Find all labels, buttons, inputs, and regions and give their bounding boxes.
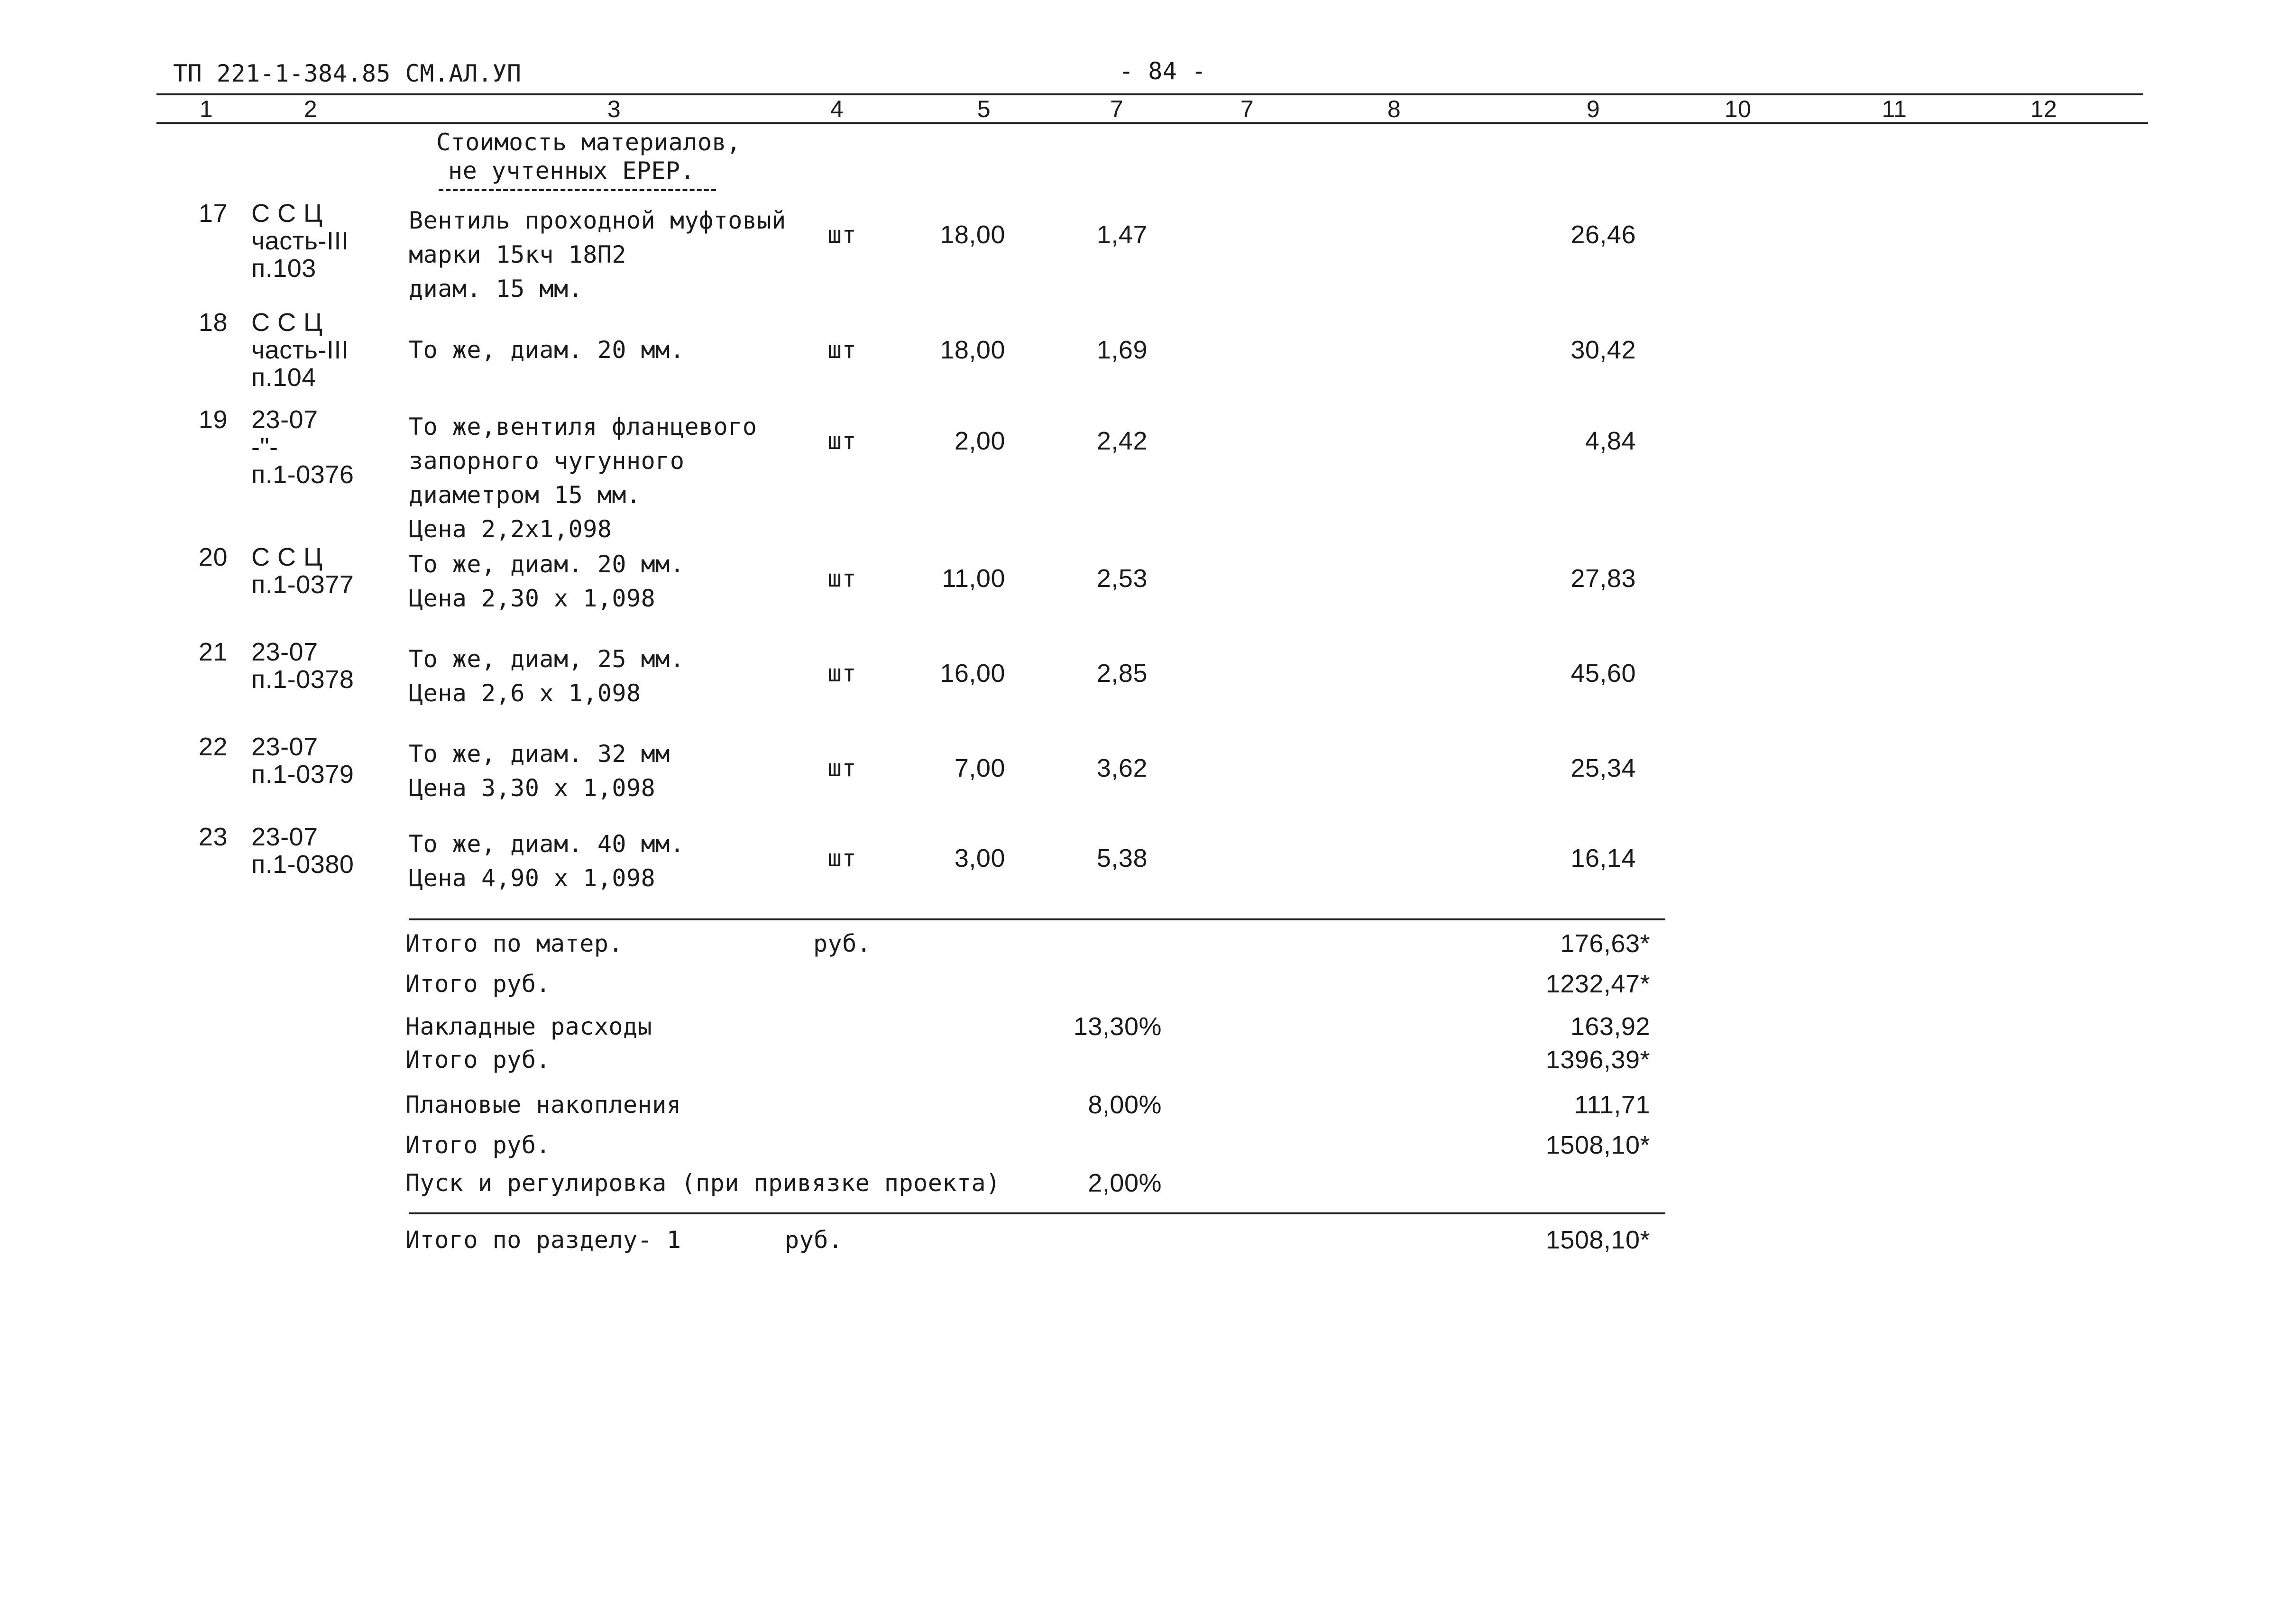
row-quantity: 2,00 xyxy=(954,427,1005,455)
row-number: 21 xyxy=(198,638,228,666)
row-quantity: 16,00 xyxy=(940,659,1005,688)
section-title-underline xyxy=(439,189,716,191)
summary-label: Итого руб. xyxy=(405,1131,551,1159)
column-number: 11 xyxy=(1882,96,1907,122)
column-number: 7 xyxy=(1110,96,1124,122)
summary-label: Накладные расходы xyxy=(405,1013,652,1040)
row-description: То же, диам. 40 мм. xyxy=(409,830,685,858)
row-description: То же, диам, 25 мм. xyxy=(409,645,685,673)
summary-total: 111,71 xyxy=(1574,1091,1650,1119)
row-reference: п.103 xyxy=(251,254,316,283)
document-code: ТП 221-1-384.85 СМ.АЛ.УП xyxy=(173,60,522,87)
row-unit-price: 2,42 xyxy=(1096,427,1148,455)
final-total-value: 1508,10* xyxy=(1545,1226,1650,1254)
row-unit-price: 5,38 xyxy=(1096,844,1148,872)
row-unit-price: 2,85 xyxy=(1096,659,1148,688)
column-number: 10 xyxy=(1724,96,1752,122)
final-total-label: Итого по разделу- 1 xyxy=(405,1226,681,1254)
row-description: Цена 4,90 х 1,098 xyxy=(409,864,656,892)
row-description: То же, диам. 32 мм xyxy=(409,740,670,768)
final-total-unit: руб. xyxy=(785,1226,843,1254)
row-reference: п.1-0380 xyxy=(251,850,354,879)
row-quantity: 18,00 xyxy=(940,336,1005,364)
summary-percent: 2,00% xyxy=(1088,1169,1162,1197)
row-unit: шт xyxy=(827,336,857,364)
column-number: 9 xyxy=(1586,96,1600,122)
summary-label: Итого руб. xyxy=(405,970,551,998)
row-total: 27,83 xyxy=(1570,564,1636,593)
row-reference: п.104 xyxy=(251,363,316,392)
row-description: запорного чугунного xyxy=(409,447,685,475)
row-description: Вентиль проходной муфтовый xyxy=(409,207,786,234)
row-reference: часть-III xyxy=(251,336,349,364)
row-number: 23 xyxy=(198,823,228,851)
row-number: 19 xyxy=(198,405,228,434)
row-description: Цена 2,2х1,098 xyxy=(409,515,612,543)
summary-unit: руб. xyxy=(813,930,872,957)
row-unit: шт xyxy=(827,221,857,248)
row-unit-price: 3,62 xyxy=(1096,754,1148,782)
row-reference: С С Ц xyxy=(251,308,323,337)
column-number: 1 xyxy=(199,96,213,122)
row-description: диам. 15 мм. xyxy=(409,275,583,303)
row-reference: п.1-0377 xyxy=(251,570,354,599)
row-number: 22 xyxy=(198,733,228,761)
row-reference: часть-III xyxy=(251,227,349,255)
row-description: марки 15кч 18П2 xyxy=(409,241,627,268)
summary-total: 1508,10* xyxy=(1545,1131,1650,1159)
row-total: 25,34 xyxy=(1570,754,1636,782)
column-number: 5 xyxy=(977,96,991,122)
row-reference: п.1-0379 xyxy=(251,760,354,789)
page-number: - 84 - xyxy=(1119,57,1206,85)
row-unit-price: 2,53 xyxy=(1096,564,1148,593)
row-quantity: 18,00 xyxy=(940,220,1005,249)
row-total: 16,14 xyxy=(1570,844,1636,872)
section-title-line-2: не учтенных ЕРЕР. xyxy=(448,157,695,184)
row-description: То же,вентиля фланцевого xyxy=(409,413,757,440)
summary-percent: 13,30% xyxy=(1073,1012,1162,1041)
row-unit: шт xyxy=(827,754,857,782)
row-description: Цена 2,6 х 1,098 xyxy=(409,679,641,707)
column-number: 7 xyxy=(1240,96,1254,122)
summary-total: 163,92 xyxy=(1570,1012,1650,1041)
column-number: 3 xyxy=(607,96,621,122)
row-quantity: 3,00 xyxy=(954,844,1005,872)
column-number: 12 xyxy=(2030,96,2057,122)
row-reference: С С Ц xyxy=(251,543,323,571)
row-unit: шт xyxy=(827,565,857,592)
row-description: То же, диам. 20 мм. xyxy=(409,551,685,578)
row-reference: п.1-0376 xyxy=(251,460,354,489)
row-reference: С С Ц xyxy=(251,199,323,228)
row-unit: шт xyxy=(827,660,857,687)
row-description: Цена 2,30 х 1,098 xyxy=(409,585,656,612)
summary-total: 176,63* xyxy=(1560,929,1650,958)
column-number: 8 xyxy=(1387,96,1401,122)
row-description: Цена 3,30 х 1,098 xyxy=(409,774,656,802)
row-reference: 23-07 xyxy=(251,638,318,666)
row-reference: п.1-0378 xyxy=(251,665,354,694)
row-unit-price: 1,69 xyxy=(1096,336,1148,364)
summary-total: 1396,39* xyxy=(1545,1046,1650,1074)
summary-total: 1232,47* xyxy=(1545,970,1650,998)
row-number: 18 xyxy=(198,308,228,337)
row-unit: шт xyxy=(827,844,857,872)
row-description: То же, диам. 20 мм. xyxy=(409,336,685,364)
row-description: диаметром 15 мм. xyxy=(409,481,641,509)
summary-label: Плановые накопления xyxy=(405,1091,681,1119)
row-number: 20 xyxy=(198,543,228,571)
row-total: 26,46 xyxy=(1570,220,1636,249)
summary-label: Итого руб. xyxy=(405,1046,551,1073)
row-unit: шт xyxy=(827,427,857,455)
items-totals-separator xyxy=(409,918,1665,920)
summary-label: Итого по матер. xyxy=(405,930,624,957)
row-reference: 23-07 xyxy=(251,405,318,434)
summary-label: Пуск и регулировка (при привязке проекта) xyxy=(405,1169,1001,1197)
header-top-rule xyxy=(156,93,2143,95)
final-separator xyxy=(409,1212,1665,1214)
row-reference: 23-07 xyxy=(251,823,318,851)
row-quantity: 7,00 xyxy=(954,754,1005,782)
row-total: 4,84 xyxy=(1585,427,1636,455)
header-bottom-rule xyxy=(156,122,2148,124)
column-number: 4 xyxy=(830,96,844,122)
row-total: 45,60 xyxy=(1570,659,1636,688)
column-number: 2 xyxy=(303,96,318,122)
row-reference: 23-07 xyxy=(251,733,318,761)
row-quantity: 11,00 xyxy=(942,564,1005,593)
summary-percent: 8,00% xyxy=(1088,1091,1162,1119)
row-reference: -"- xyxy=(251,433,278,461)
row-number: 17 xyxy=(198,199,228,228)
section-title-line-1: Стоимость материалов, xyxy=(436,128,741,156)
row-total: 30,42 xyxy=(1570,336,1636,364)
row-unit-price: 1,47 xyxy=(1096,220,1148,249)
